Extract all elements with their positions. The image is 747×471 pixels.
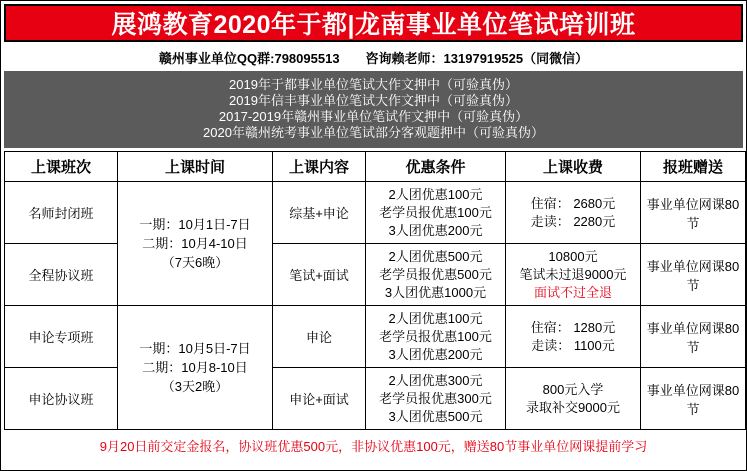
offer-line: 2人团优惠300元 [388, 372, 483, 388]
offer-line: 2人团优惠100元 [388, 310, 483, 326]
table-row [5, 244, 746, 306]
col-header-fee: 上课收费 [506, 152, 641, 182]
cell-fee [506, 368, 641, 430]
offer-line: 老学员报优惠100元 [379, 328, 492, 344]
offer-line: 老学员报优惠500元 [379, 266, 492, 282]
fee-line: 住宿： 1280元 [530, 319, 616, 335]
table-row [5, 182, 746, 244]
col-header-gift: 报班赠送 [641, 152, 746, 182]
cell-class-name: 申论专项班 [5, 306, 118, 368]
fee-line-highlight: 面试不过全退 [533, 284, 612, 300]
fee-line: 走读： 1100元 [531, 337, 615, 353]
cell-offer [366, 368, 506, 430]
schedule-line: （3天2晚） [161, 379, 229, 394]
footer-note: 9月20日前交定金报名，协议班优惠500元，非协议优惠100元，赠送80节事业单位网课提前学习 [99, 438, 648, 454]
fee-line: 录取补交9000元 [526, 399, 620, 415]
col-header-offer: 优惠条件 [366, 152, 506, 182]
cell-fee [506, 306, 641, 368]
notice-line: 2017-2019年赣州事业单位笔试作文押中（可验真伪） [218, 109, 529, 124]
offer-line: 3人团优惠1000元 [384, 284, 487, 300]
table-row [5, 368, 746, 430]
offer-line: 老学员报优惠100元 [379, 204, 492, 220]
offer-line: 2人团优惠500元 [388, 248, 483, 264]
offer-line: 3人团优惠200元 [388, 222, 483, 238]
teacher-contact-text: 咨询赖老师：13197919525（同微信） [365, 50, 589, 66]
footer-bar [4, 433, 743, 457]
col-header-class: 上课班次 [5, 152, 118, 182]
fee-line: 10800元 [548, 248, 598, 264]
cell-content: 申论+面试 [273, 368, 366, 430]
course-table [4, 151, 746, 430]
cell-schedule [118, 182, 273, 306]
offer-line: 3人团优惠500元 [388, 408, 483, 424]
notice-block [4, 71, 743, 148]
notice-line: 2019年信丰事业单位笔试大作文押中（可验真伪） [229, 93, 518, 108]
contact-bar [1, 44, 746, 70]
fee-line: 住宿： 2680元 [530, 195, 616, 211]
title-bar [4, 4, 743, 42]
cell-gift: 事业单位网课80节 [641, 244, 746, 306]
cell-fee [506, 182, 641, 244]
cell-gift: 事业单位网课80节 [641, 368, 746, 430]
schedule-line: 一期：10月1日-7日 [139, 217, 251, 232]
schedule-line: 一期：10月5日-7日 [139, 341, 251, 356]
table-row [5, 306, 746, 368]
cell-offer [366, 182, 506, 244]
schedule-line: （7天6晚） [161, 255, 229, 270]
offer-line: 3人团优惠200元 [388, 346, 483, 362]
cell-offer [366, 306, 506, 368]
table-header-row [5, 152, 746, 182]
page-title: 展鸿教育2020年于都|龙南事业单位笔试培训班 [111, 11, 636, 39]
fee-line: 笔试未过退9000元 [519, 266, 627, 282]
cell-content: 综基+申论 [273, 182, 366, 244]
fee-line: 走读： 2280元 [530, 213, 616, 229]
cell-gift: 事业单位网课80节 [641, 182, 746, 244]
col-header-time: 上课时间 [118, 152, 273, 182]
notice-line: 2020年赣州统考事业单位笔试部分客观题押中（可验真伪） [203, 125, 544, 140]
cell-content: 笔试+面试 [273, 244, 366, 306]
qq-group-text: 赣州事业单位QQ群:798095513 [158, 50, 340, 66]
col-header-content: 上课内容 [273, 152, 366, 182]
cell-class-name: 名师封闭班 [5, 182, 118, 244]
cell-offer [366, 244, 506, 306]
schedule-line: 二期：10月8-10日 [142, 360, 248, 375]
cell-class-name: 全程协议班 [5, 244, 118, 306]
offer-line: 老学员报优惠300元 [379, 390, 492, 406]
fee-line: 800元入学 [542, 381, 604, 397]
schedule-line: 二期：10月4-10日 [142, 236, 248, 251]
cell-class-name: 申论协议班 [5, 368, 118, 430]
cell-schedule [118, 306, 273, 430]
cell-fee [506, 244, 641, 306]
cell-content: 申论 [273, 306, 366, 368]
notice-line: 2019年于都事业单位笔试大作文押中（可验真伪） [229, 77, 518, 92]
offer-line: 2人团优惠100元 [388, 186, 483, 202]
cell-gift: 事业单位网课80节 [641, 306, 746, 368]
